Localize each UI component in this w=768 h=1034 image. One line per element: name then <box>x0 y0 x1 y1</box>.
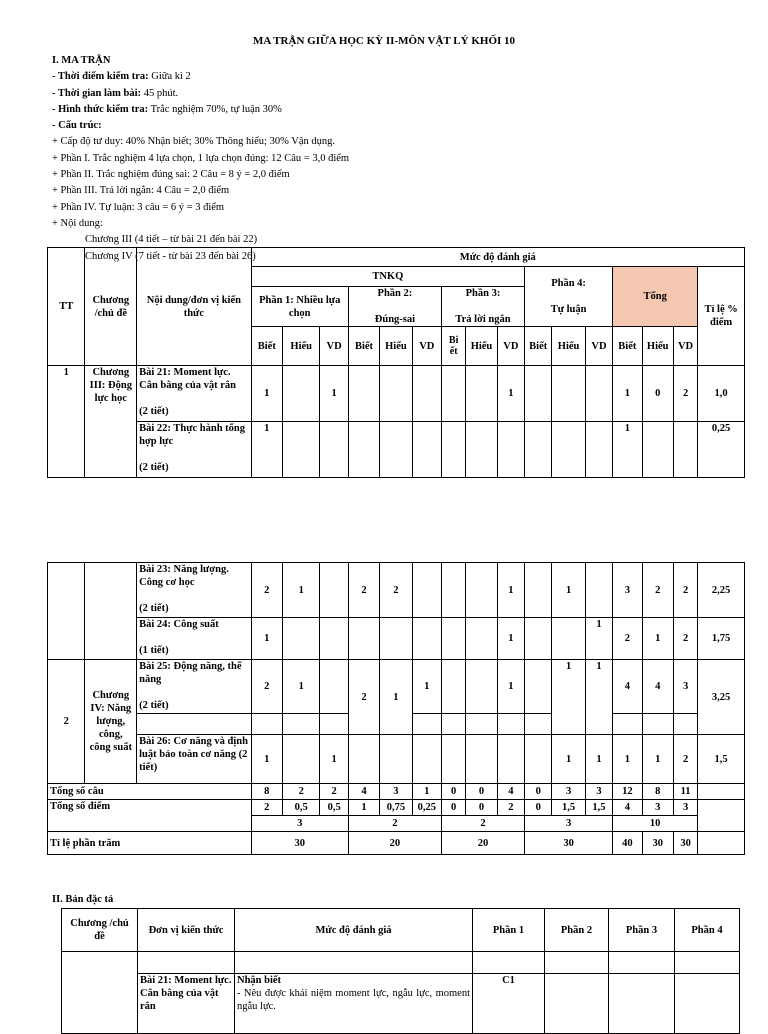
value-cell <box>441 422 465 478</box>
info-line: + Phần III. Trả lời ngắn: 4 Câu = 2,0 điểm <box>52 185 230 197</box>
value-cell: 1 <box>251 366 282 422</box>
value-cell: 1 <box>412 784 441 800</box>
value-cell: 1 <box>497 660 524 714</box>
row-label: Tỉ lệ phần trăm <box>48 832 252 855</box>
value-cell: 1 <box>348 800 379 816</box>
group-cell: 20 <box>441 832 524 855</box>
row-label: Tổng số điểm <box>48 800 252 832</box>
info-line: - Cấu trúc: <box>52 120 102 132</box>
section-heading: I. MA TRẬN <box>52 55 111 66</box>
value-cell <box>320 714 348 735</box>
value-cell: 1 <box>585 618 612 660</box>
value-cell <box>282 366 319 422</box>
matrix-table-continued <box>47 562 745 855</box>
col-vd: VD <box>412 327 441 366</box>
value-cell: 2 <box>673 735 697 784</box>
value-cell <box>525 422 552 478</box>
value-cell: 1,0 <box>698 366 745 422</box>
value-cell <box>348 366 379 422</box>
value-cell: 0,25 <box>698 422 745 478</box>
value-cell: 1 <box>613 422 642 478</box>
value-cell: 0 <box>466 784 497 800</box>
value-cell: 0 <box>466 800 497 816</box>
value-cell <box>642 714 673 735</box>
value-cell: 3 <box>642 800 673 816</box>
row-chapter: Chương IV: Năng lượng, công, công suất <box>85 660 137 784</box>
value-cell: 0 <box>441 784 465 800</box>
info-line: - Thời điểm kiểm tra: Giữa kì 2 <box>52 71 191 83</box>
value-cell: 3,25 <box>698 660 745 735</box>
info-line: + Phần II. Trắc nghiệm đúng sai: 2 Câu = 8 ý = 2,0 điểm <box>52 169 290 181</box>
spec-cell <box>675 952 740 974</box>
table-row <box>62 952 740 974</box>
value-cell: 0 <box>441 800 465 816</box>
spec-cell <box>235 952 473 974</box>
lesson-cell: Bài 22: Thực hành tổng hợp lực (2 tiết) <box>137 422 251 478</box>
value-cell: 4 <box>613 800 642 816</box>
value-cell: 2 <box>282 784 319 800</box>
row-chapter <box>85 563 137 660</box>
spec-cell <box>609 952 675 974</box>
value-cell <box>441 735 465 784</box>
spec-header-row <box>62 909 740 952</box>
spec-cell <box>545 974 609 1034</box>
info-line: + Cấp độ tư duy: 40% Nhận biết; 30% Thông hiểu; 30% Vận dụng. <box>52 136 336 148</box>
value-cell: 1 <box>497 563 524 618</box>
value-cell: 2 <box>673 563 697 618</box>
spec-header-part2: Phần 2 <box>545 909 609 952</box>
info-line: + Phần I. Trắc nghiệm 4 lựa chọn, 1 lựa chọn đúng: 12 Câu = 3,0 điểm <box>52 152 350 164</box>
matrix-table <box>47 247 745 478</box>
value-cell: 1 <box>251 618 282 660</box>
col-biet: Biết <box>525 327 552 366</box>
info-line: Chương IV (7 tiết - từ bài 23 đến bài 26) <box>85 250 256 262</box>
lesson-cell <box>137 714 251 735</box>
value-cell: 2 <box>251 800 282 816</box>
value-cell <box>698 800 745 832</box>
row-chapter: Chương III: Động lực học <box>85 366 137 478</box>
value-cell <box>412 366 441 422</box>
value-cell: 1 <box>282 563 319 618</box>
value-cell: 1 <box>412 660 441 714</box>
value-cell <box>585 366 612 422</box>
value-cell: 4 <box>642 660 673 714</box>
value-cell <box>380 618 412 660</box>
value-cell <box>497 422 524 478</box>
info-line: + Nội dung: <box>52 217 103 229</box>
value-cell <box>441 563 465 618</box>
value-cell <box>698 784 745 800</box>
value-cell: 1 <box>497 366 524 422</box>
value-cell <box>282 714 319 735</box>
value-cell: 3 <box>380 784 412 800</box>
spec-cell <box>675 974 740 1034</box>
spec-header-unit: Đơn vị kiến thức <box>138 909 235 952</box>
percent-row <box>48 832 745 855</box>
value-cell <box>585 422 612 478</box>
value-cell <box>466 563 497 618</box>
value-cell: 3 <box>673 660 697 714</box>
spec-header-part3: Phần 3 <box>609 909 675 952</box>
header-chapter: Chương /chủ đề <box>85 248 137 366</box>
value-cell <box>466 366 497 422</box>
value-cell: 2 <box>673 366 697 422</box>
col-hieu: Hiểu <box>642 327 673 366</box>
col-vd: VD <box>497 327 524 366</box>
value-cell <box>320 660 348 714</box>
value-cell: 11 <box>673 784 697 800</box>
value-cell <box>412 618 441 660</box>
spec-cell <box>473 952 545 974</box>
info-line: - Thời gian làm bài: 45 phút. <box>52 87 179 99</box>
value-cell <box>525 563 552 618</box>
value-cell: 4 <box>613 660 642 714</box>
header-part1: Phần 1: Nhiều lựa chọn <box>251 287 348 327</box>
value-cell <box>552 366 585 422</box>
value-cell: 1 <box>613 366 642 422</box>
value-cell: 0 <box>525 800 552 816</box>
value-cell <box>466 422 497 478</box>
value-cell <box>380 422 412 478</box>
value-cell <box>282 735 319 784</box>
spec-header-part1: Phần 1 <box>473 909 545 952</box>
spec-header-part4: Phần 4 <box>675 909 740 952</box>
row-tt <box>48 563 85 660</box>
value-cell: 1 <box>552 735 585 784</box>
row-tt: 1 <box>48 366 85 478</box>
value-cell: 2 <box>673 618 697 660</box>
col-biet: Biết <box>348 327 379 366</box>
header-ratio: Tỉ lệ % điểm <box>698 267 745 366</box>
spec-cell <box>138 952 235 974</box>
value-cell: 30 <box>673 832 697 855</box>
table-row <box>48 735 745 784</box>
header-part2: Phần 2: Đúng-sai <box>348 287 441 327</box>
value-cell <box>412 735 441 784</box>
group-cell: 20 <box>348 832 441 855</box>
value-cell: 8 <box>642 784 673 800</box>
value-cell <box>698 832 745 855</box>
value-cell: 3 <box>585 784 612 800</box>
col-biet: Biết <box>613 327 642 366</box>
value-cell: 1 <box>320 735 348 784</box>
value-cell: 1 <box>282 660 319 714</box>
value-cell <box>552 422 585 478</box>
table-row <box>48 660 745 714</box>
value-cell: 3 <box>613 563 642 618</box>
table-row <box>48 366 745 422</box>
value-cell: 0,25 <box>412 800 441 816</box>
value-cell <box>282 422 319 478</box>
spec-table <box>61 908 740 1034</box>
group-cell: 2 <box>441 816 524 832</box>
header-tt: TT <box>48 248 85 366</box>
spec-unit-cell: Bài 21: Moment lực. Cân bằng của vật rắn <box>138 974 235 1034</box>
value-cell: 2 <box>380 563 412 618</box>
info-line: - Hình thức kiểm tra: Trắc nghiệm 70%, tự luận 30% <box>52 103 282 115</box>
row-tt: 2 <box>48 660 85 784</box>
header-level: Mức độ đánh giá <box>251 248 744 267</box>
value-cell: 1 <box>585 660 612 735</box>
value-cell <box>673 714 697 735</box>
lesson-cell: Bài 24: Công suất (1 tiết) <box>137 618 251 660</box>
value-cell: 1 <box>251 422 282 478</box>
col-biet: Biết <box>251 327 282 366</box>
table-row <box>48 618 745 660</box>
table-row <box>62 974 740 1034</box>
col-biet: Bi ết <box>441 327 465 366</box>
page-title: MA TRẬN GIỮA HỌC KỲ II-MÔN VẬT LÝ KHỐI 10 <box>252 35 516 47</box>
value-cell: 12 <box>613 784 642 800</box>
value-cell <box>282 618 319 660</box>
spec-cell <box>545 952 609 974</box>
value-cell <box>412 563 441 618</box>
group-cell: 3 <box>251 816 348 832</box>
value-cell: 0,75 <box>380 800 412 816</box>
header-tnkq: TNKQ <box>251 267 524 287</box>
value-cell <box>380 366 412 422</box>
group-cell: 3 <box>525 816 613 832</box>
value-cell: 8 <box>251 784 282 800</box>
col-vd: VD <box>585 327 612 366</box>
value-cell: 2 <box>348 660 379 735</box>
lesson-cell: Bài 23: Năng lượng. Công cơ học (2 tiết) <box>137 563 251 618</box>
value-cell: 0 <box>525 784 552 800</box>
value-cell: 3 <box>673 800 697 816</box>
value-cell <box>441 714 465 735</box>
value-cell: 1 <box>642 735 673 784</box>
value-cell <box>441 618 465 660</box>
info-line: Chương III (4 tiết – từ bài 21 đến bài 22) <box>85 234 258 246</box>
value-cell <box>441 366 465 422</box>
info-line: + Phần IV. Tự luận: 3 câu = 6 ý = 3 điểm <box>52 201 225 213</box>
lesson-cell: Bài 21: Moment lực. Cân bằng của vật rắn (2 tiết) <box>137 366 251 422</box>
value-cell: 2 <box>642 563 673 618</box>
value-cell: 4 <box>348 784 379 800</box>
value-cell <box>613 714 642 735</box>
value-cell: 2 <box>348 563 379 618</box>
value-cell: 2 <box>251 563 282 618</box>
value-cell <box>525 714 552 735</box>
value-cell <box>497 735 524 784</box>
value-cell: 2 <box>320 784 348 800</box>
value-cell: 40 <box>613 832 642 855</box>
header-total: Tổng <box>613 267 698 327</box>
spec-header-level: Mức độ đánh giá <box>235 909 473 952</box>
col-hieu: Hiểu <box>552 327 585 366</box>
value-cell: 1,75 <box>698 618 745 660</box>
value-cell <box>466 714 497 735</box>
total-points-row <box>48 800 745 816</box>
spec-part1-cell: C1 <box>473 974 545 1034</box>
value-cell <box>348 618 379 660</box>
group-cell: 30 <box>525 832 613 855</box>
row-label: Tổng số câu <box>48 784 252 800</box>
value-cell <box>525 618 552 660</box>
value-cell <box>466 735 497 784</box>
value-cell <box>525 366 552 422</box>
value-cell <box>320 563 348 618</box>
total-questions-row <box>48 784 745 800</box>
spec-level-cell: Nhận biết - Nêu được khái niệm moment lực, ngẫu lực, moment ngẫu lực. <box>235 974 473 1034</box>
value-cell: 2 <box>251 660 282 714</box>
value-cell: 1,5 <box>585 800 612 816</box>
value-cell <box>552 618 585 660</box>
spec-header-chapter: Chương /chủ đề <box>62 909 138 952</box>
value-cell <box>441 660 465 714</box>
value-cell <box>466 618 497 660</box>
value-cell: 1 <box>552 563 585 618</box>
value-cell <box>380 735 412 784</box>
value-cell: 30 <box>642 832 673 855</box>
value-cell: 1 <box>320 366 348 422</box>
col-vd: VD <box>673 327 697 366</box>
col-hieu: Hiểu <box>282 327 319 366</box>
value-cell <box>525 660 552 714</box>
spec-cell <box>609 974 675 1034</box>
header-part3: Phần 3: Trả lời ngắn <box>441 287 524 327</box>
value-cell: 2,25 <box>698 563 745 618</box>
value-cell: 1,5 <box>552 800 585 816</box>
value-cell <box>348 735 379 784</box>
group-cell: 2 <box>348 816 441 832</box>
lesson-cell: Bài 25: Động năng, thế năng (2 tiết) <box>137 660 251 714</box>
value-cell <box>320 422 348 478</box>
value-cell <box>673 422 697 478</box>
value-cell <box>466 660 497 714</box>
value-cell: 1,5 <box>698 735 745 784</box>
section-heading: II. Bản đặc tả <box>52 894 114 905</box>
value-cell: 0,5 <box>320 800 348 816</box>
value-cell <box>642 422 673 478</box>
value-cell <box>497 714 524 735</box>
info-block <box>52 53 349 265</box>
group-cell: 30 <box>251 832 348 855</box>
value-cell <box>412 422 441 478</box>
group-cell: 10 <box>613 816 698 832</box>
value-cell: 2 <box>497 800 524 816</box>
value-cell: 1 <box>497 618 524 660</box>
value-cell <box>320 618 348 660</box>
value-cell: 1 <box>251 735 282 784</box>
value-cell <box>525 735 552 784</box>
col-hieu: Hiểu <box>380 327 412 366</box>
value-cell: 2 <box>613 618 642 660</box>
value-cell: 1 <box>380 660 412 735</box>
spec-chapter-cell <box>62 952 138 1034</box>
value-cell: 3 <box>552 784 585 800</box>
value-cell: 1 <box>642 618 673 660</box>
header-part4: Phần 4: Tự luận <box>525 267 613 327</box>
value-cell <box>585 563 612 618</box>
value-cell: 0,5 <box>282 800 319 816</box>
value-cell: 0 <box>642 366 673 422</box>
value-cell: 1 <box>585 735 612 784</box>
value-cell: 1 <box>552 660 585 735</box>
col-vd: VD <box>320 327 348 366</box>
value-cell <box>251 714 282 735</box>
table-row <box>48 422 745 478</box>
header-content: Nội dung/đơn vị kiến thức <box>137 248 251 366</box>
value-cell <box>348 422 379 478</box>
value-cell <box>412 714 441 735</box>
value-cell: 1 <box>613 735 642 784</box>
lesson-cell: Bài 26: Cơ năng và định luật bảo toàn cơ năng (2 tiết) <box>137 735 251 784</box>
value-cell: 4 <box>497 784 524 800</box>
col-hieu: Hiểu <box>466 327 497 366</box>
table-row <box>48 563 745 618</box>
